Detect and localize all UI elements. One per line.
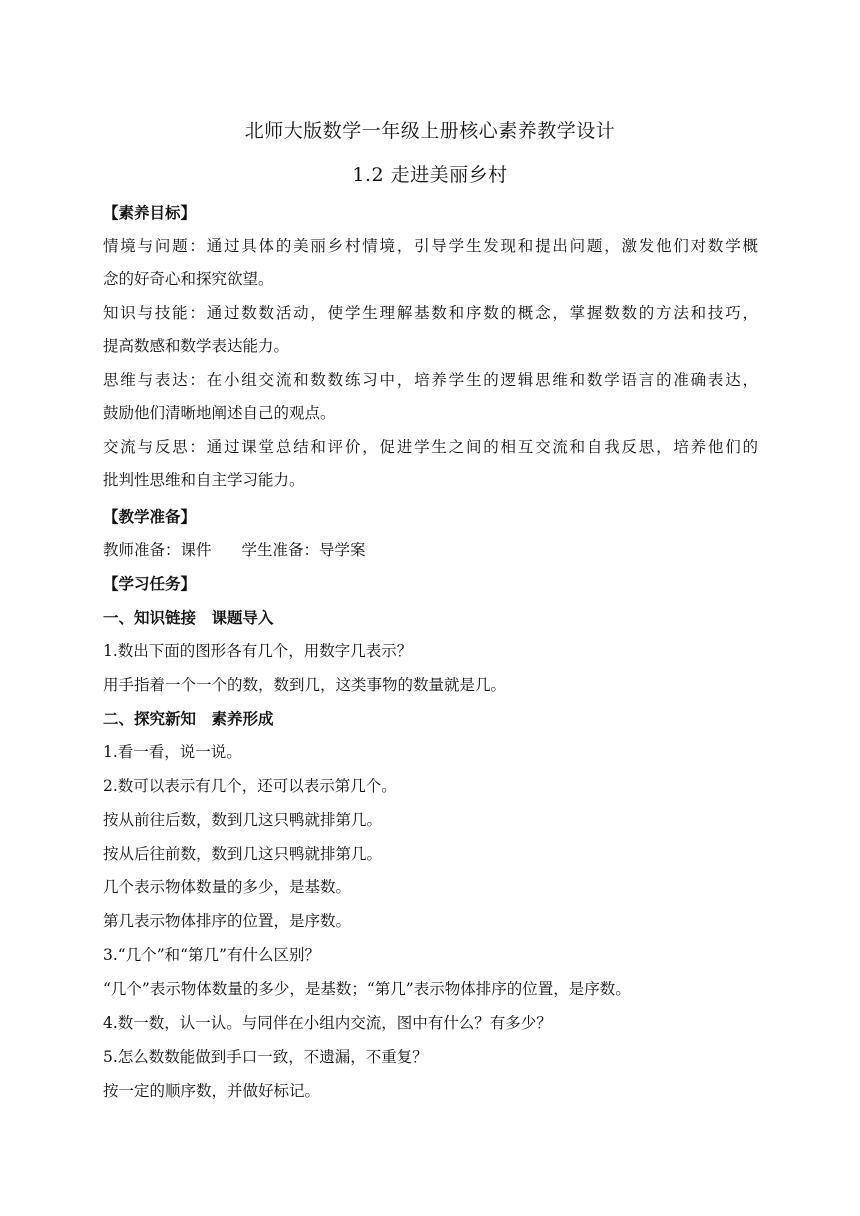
part-2-question-2: 2.数可以表示有几个，还可以表示第几个。 (103, 777, 397, 795)
prep-line (103, 540, 366, 560)
goal-3-line-1: 思维与表达：在小组交流和数数练习中，培养学生的逻辑思维和数学语言的准确表达， (103, 371, 758, 389)
part-2-answer-2-3: 几个表示物体数量的多少，是基数。 (103, 878, 352, 896)
goal-4-line-1: 交流与反思：通过课堂总结和评价，促进学生之间的相互交流和自我反思，培养他们的 (103, 438, 758, 456)
lesson-title: 1.2 走进美丽乡村 (352, 164, 508, 186)
part-2-question-1: 1.看一看，说一说。 (103, 743, 242, 761)
goal-3-line-2: 鼓励他们清晰地阐述自己的观点。 (103, 404, 336, 422)
part-2-question-5: 5.怎么数数能做到手口一致，不遗漏，不重复？ (103, 1048, 428, 1066)
tasks-header: 【学习任务】 (103, 574, 197, 593)
part-2-question-4: 4.数一数，认一认。与同伴在小组内交流，图中有什么？有多少？ (103, 1014, 552, 1032)
goal-2-line-2: 提高数感和数学表达能力。 (103, 337, 290, 355)
part-2-answer-2-2: 按从后往前数，数到几这只鸭就排第几。 (103, 845, 383, 863)
part-2-answer-2-4: 第几表示物体排序的位置，是序数。 (103, 912, 352, 930)
part-1-answer-1: 用手指着一个一个的数，数到几，这类事物的数量就是几。 (103, 676, 507, 694)
goal-1-line-2: 念的好奇心和探究欲望。 (103, 270, 274, 288)
goals-header: 【素养目标】 (103, 203, 197, 222)
document-title: 北师大版数学一年级上册核心素养教学设计 (244, 120, 616, 142)
part-1-question-1: 1.数出下面的图形各有几个，用数字几表示？ (103, 642, 413, 660)
goal-1-line-1: 情境与问题：通过具体的美丽乡村情境，引导学生发现和提出问题，激发他们对数学概 (103, 237, 758, 255)
part-2-answer-5: 按一定的顺序数，并做好标记。 (103, 1082, 321, 1100)
part-2-answer-2-1: 按从前往后数，数到几这只鸭就排第几。 (103, 811, 383, 829)
part-2-header: 二、探究新知 素养形成 (103, 709, 274, 728)
goal-2-line-1: 知识与技能：通过数数活动，使学生理解基数和序数的概念，掌握数数的方法和技巧， (103, 304, 758, 322)
part-2-question-3: 3.“几个”和“第几”有什么区别？ (103, 946, 320, 964)
part-2-answer-3: “几个”表示物体数量的多少，是基数；“第几”表示物体排序的位置，是序数。 (103, 980, 631, 998)
part-1-header: 一、知识链接 课题导入 (103, 608, 274, 627)
prep-teacher: 教师准备：课件 (103, 541, 212, 559)
goal-4-line-2: 批判性思维和自主学习能力。 (103, 471, 305, 489)
prep-header: 【教学准备】 (103, 507, 197, 526)
prep-student: 学生准备：导学案 (241, 541, 366, 559)
